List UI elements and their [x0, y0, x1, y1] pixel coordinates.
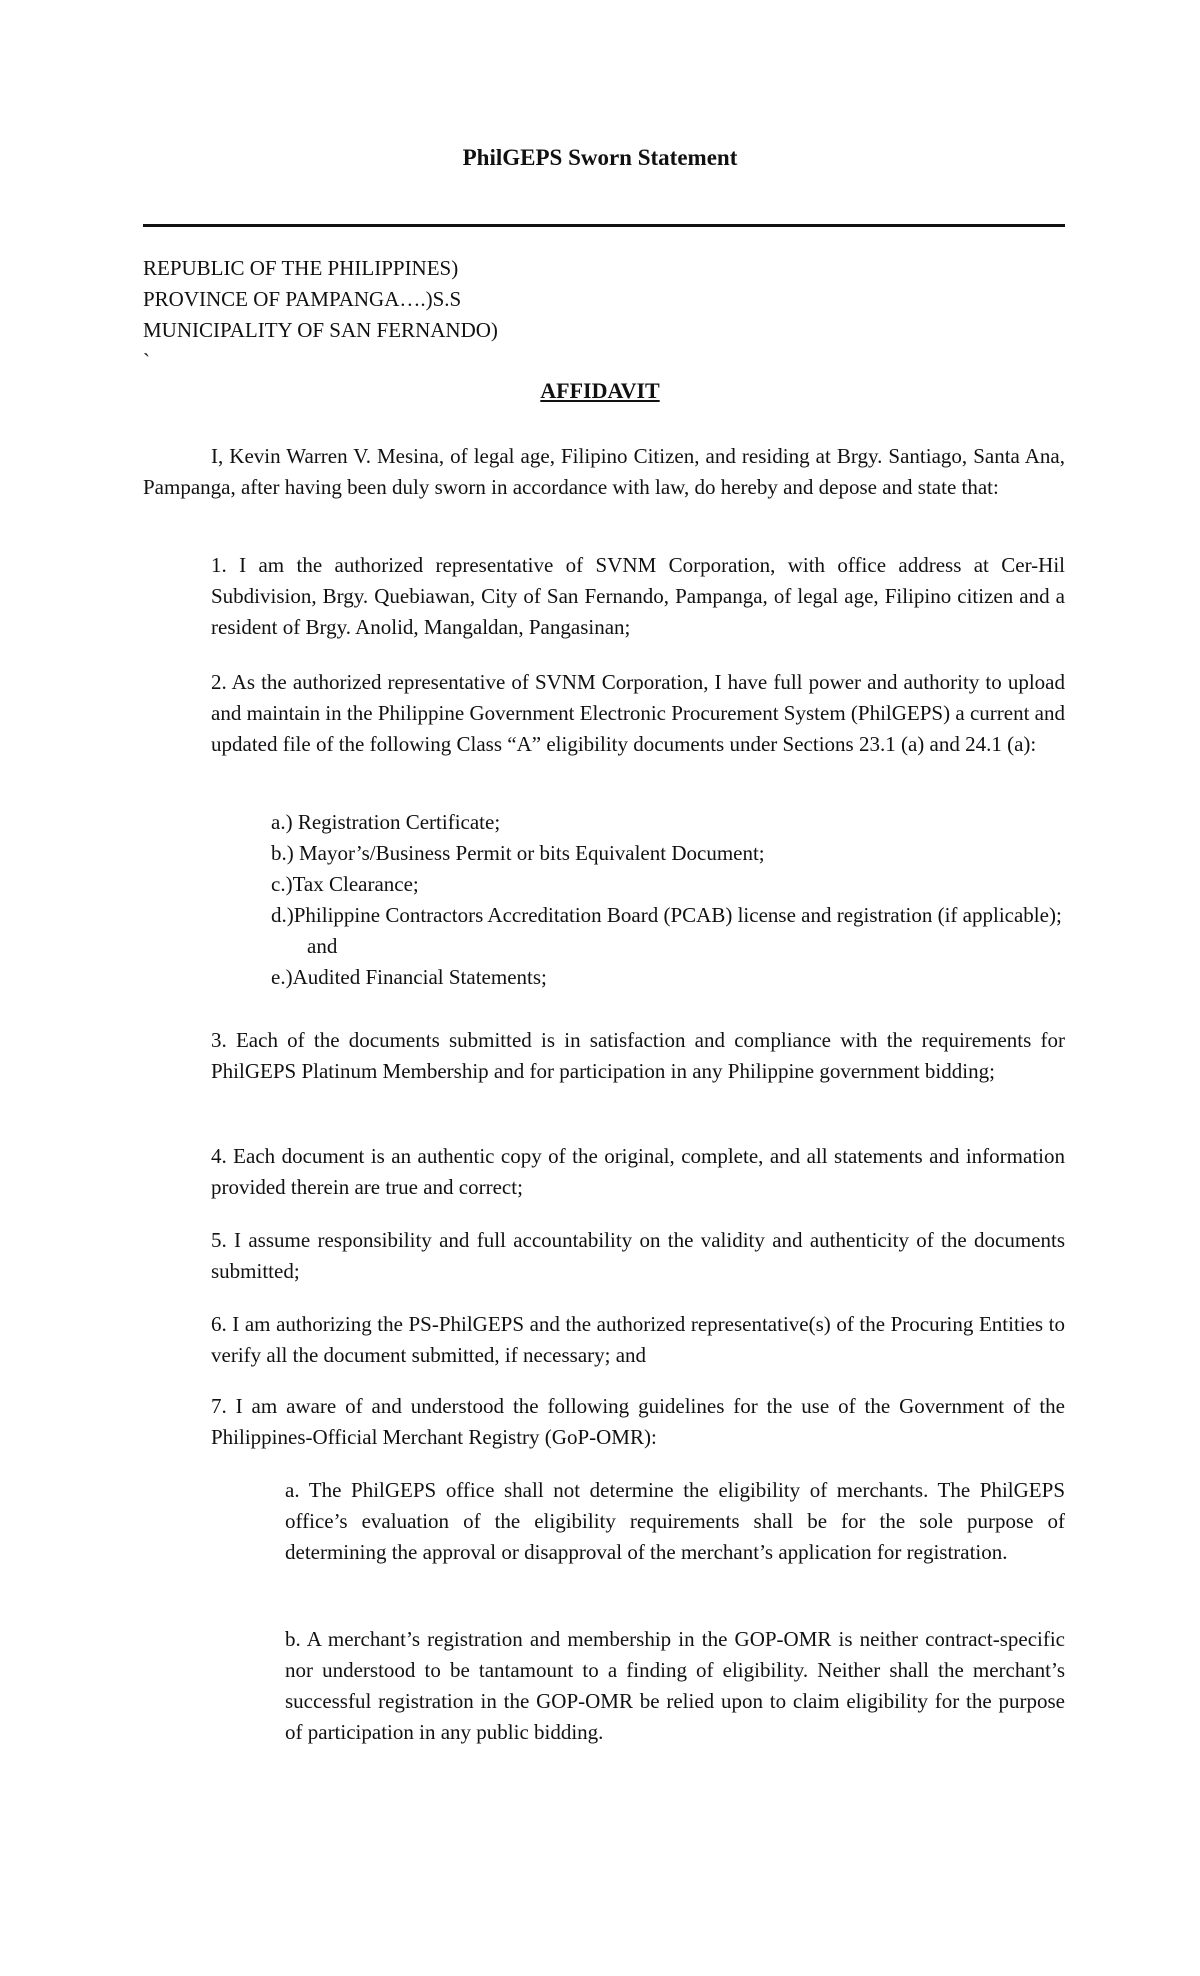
statement-paragraph-5: 5. I assume responsibility and full accountability on the validity and authenticity of the documents submitted; — [211, 1228, 1065, 1283]
venue-line: MUNICIPALITY OF SAN FERNANDO) — [143, 318, 498, 342]
intro-paragraph: I, Kevin Warren V. Mesina, of legal age, Filipino Citizen, and residing at Brgy. Santiago, Santa Ana, Pampanga, after having been duly sworn in accordance with law, do hereby and depose and state that: — [143, 444, 1065, 499]
statement-paragraph-7: 7. I am aware of and understood the following guidelines for the use of the Government of the Philippines-Official Merchant Registry (GoP-OMR): — [211, 1394, 1065, 1449]
title-divider — [143, 224, 1065, 227]
statement-paragraph-2: 2. As the authorized representative of SVNM Corporation, I have full power and authority to upload and maintain in the Philippine Government Electronic Procurement System (PhilGEPS) a current and updated file of the following Class “A” eligibility documents under Sections 23.1 (a) and 24.1 (a): — [211, 670, 1065, 756]
list-item: d.)Philippine Contractors Accreditation Board (PCAB) license and registration (if applicable); and — [271, 903, 1062, 958]
venue-line: ` — [143, 349, 150, 373]
statement-paragraph-1: 1. I am the authorized representative of SVNM Corporation, with office address at Cer-Hil Subdivision, Brgy. Quebiawan, City of San Fernando, Pampanga, of legal age, Filipino citizen and a resident of Brgy. Anolid, Mangaldan, Pangasinan; — [211, 553, 1065, 639]
list-item: c.)Tax Clearance; — [271, 872, 419, 896]
list-item: e.)Audited Financial Statements; — [271, 965, 547, 989]
statement-paragraph-6: 6. I am authorizing the PS-PhilGEPS and the authorized representative(s) of the Procuring Entities to verify all the document submitted, if necessary; and — [211, 1312, 1065, 1367]
list-item: b.) Mayor’s/Business Permit or bits Equivalent Document; — [271, 841, 765, 865]
list-item: a.) Registration Certificate; — [271, 810, 501, 834]
venue-line: PROVINCE OF PAMPANGA….)S.S — [143, 287, 462, 311]
document-title: PhilGEPS Sworn Statement — [462, 145, 738, 170]
statement-paragraph-4: 4. Each document is an authentic copy of the original, complete, and all statements and information provided therein are true and correct; — [211, 1144, 1065, 1199]
venue-line: REPUBLIC OF THE PHILIPPINES) — [143, 256, 459, 280]
eligibility-documents-list — [271, 807, 1065, 993]
venue-block — [143, 253, 498, 377]
guideline-a: a. The PhilGEPS office shall not determine the eligibility of merchants. The PhilGEPS office’s evaluation of the eligibility requirements shall be for the sole purpose of determining the approval or disapproval of the merchant’s application for registration. — [285, 1478, 1065, 1564]
affidavit-heading: AFFIDAVIT — [540, 378, 660, 403]
guideline-b: b. A merchant’s registration and membership in the GOP-OMR is neither contract-specific nor understood to be tantamount to a finding of eligibility. Neither shall the merchant’s successful registration in the GOP-OMR be relied upon to claim eligibility for the purpose of participation in any public bidding. — [285, 1627, 1065, 1744]
statement-paragraph-3: 3. Each of the documents submitted is in satisfaction and compliance with the requirements for PhilGEPS Platinum Membership and for participation in any Philippine government bidding; — [211, 1028, 1065, 1083]
